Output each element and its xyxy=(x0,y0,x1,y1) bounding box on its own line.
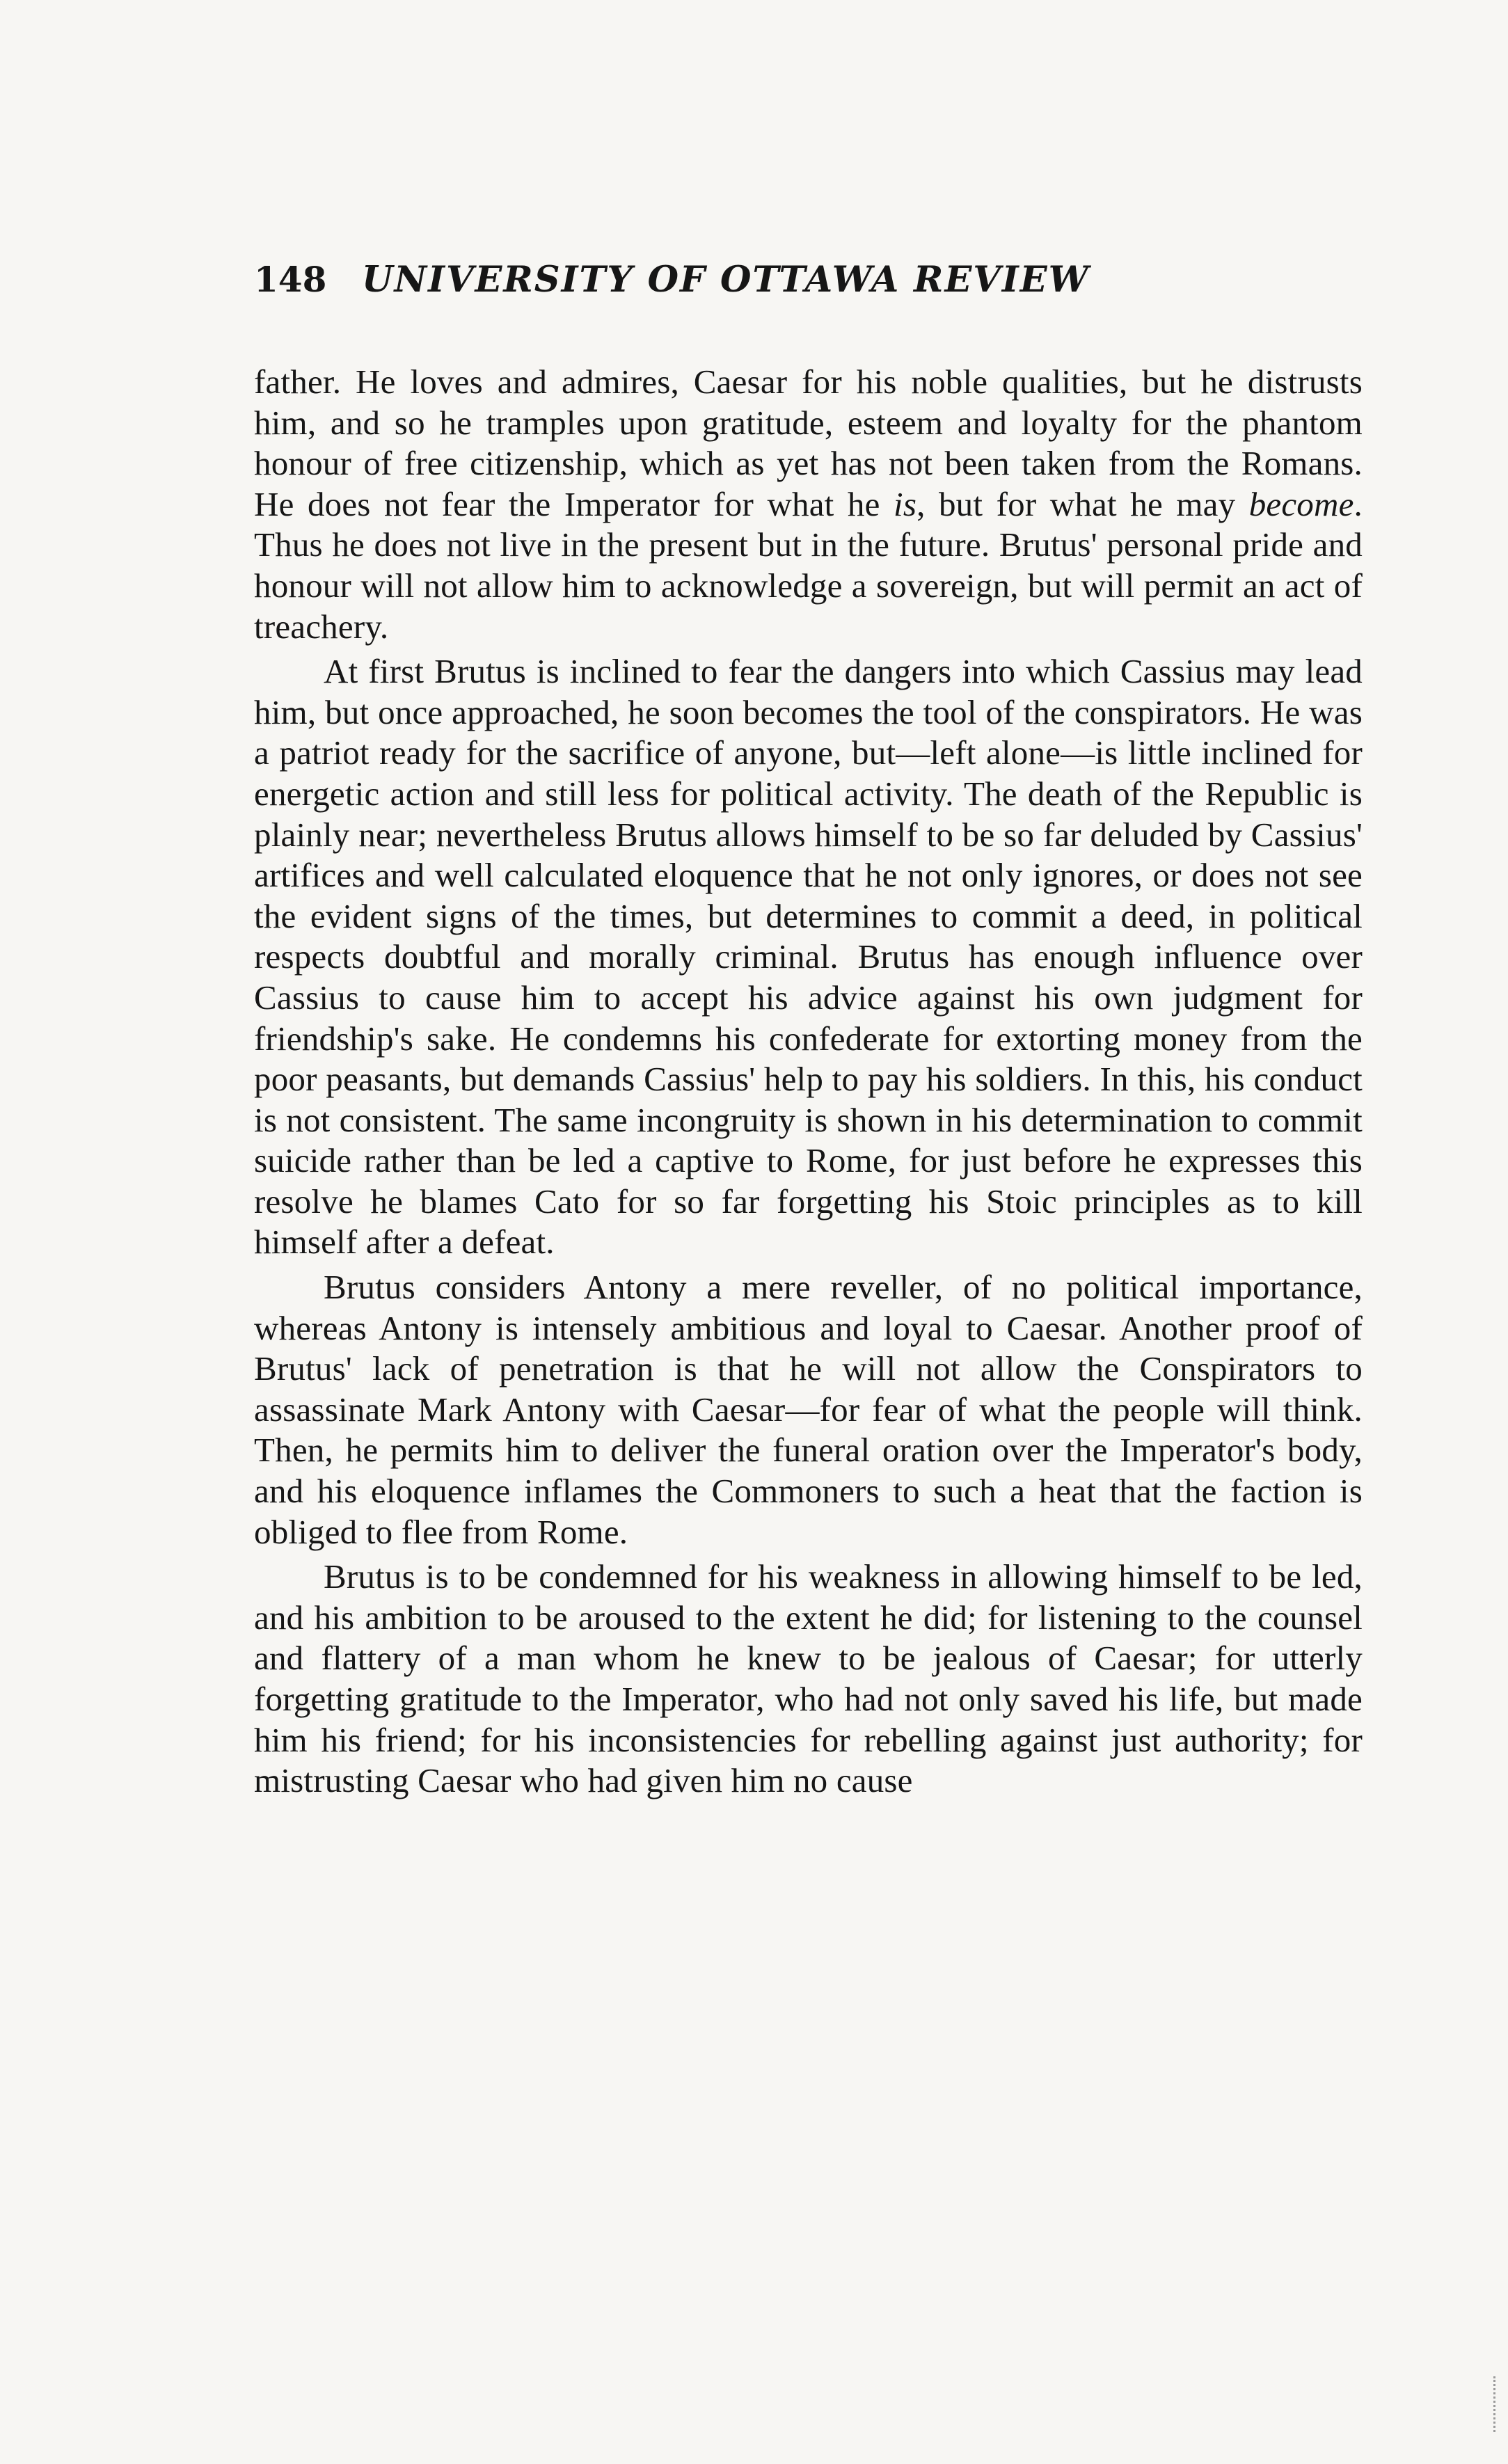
text-run: father. He loves and admires, Caesar for his noble qualities, but he distrusts him, and so he tramples upon gratitude, esteem and loyalty for the phantom honour of free citizenship, which as yet has not been taken from the Romans. He does not fear the Imperator for what he xyxy=(254,363,1363,523)
journal-title: UNIVERSITY OF OTTAWA REVIEW xyxy=(362,259,1090,301)
italic-text-run: is xyxy=(894,484,917,523)
text-run: . Thus he does not live in the present but in the future. Brutus' personal pride and honour will not allow him to acknowledge a sovereign, but will permit an act of treachery. xyxy=(254,484,1363,646)
italic-text-run: become xyxy=(1248,484,1354,523)
paragraph-4 xyxy=(254,1557,1363,1802)
running-head xyxy=(254,252,1367,308)
text-run: At first Brutus is inclined to fear the dangers into which Cassius may lead him, but once approached, he soon becomes the tool of the conspirators. He was a patriot ready for the sacrifice of anyone, but—left alone—is little inclined for energetic action and still less for political activity. The death of the Republic is plainly near; nevertheless Brutus allows himself to be so far deluded by Cassius' artifices and well calculated eloquence that he not only ignores, or does not see the evident signs of the times, but determines to commit a deed, in political respects doubtful and morally criminal. Brutus has enough influence over Cassius to cause him to accept his advice against his own judgment for friendship's sake. He condemns his confederate for extorting money from the poor peasants, but demands Cassius' help to pay his soldiers. In this, his conduct is not consistent. The same incongruity is shown in his determination to commit suicide rather than be led a captive to Rome, for just before he expresses this resolve he blames Cato for so far forgetting his Stoic principles as to kill himself after a defeat. xyxy=(254,652,1363,1262)
page-number: 148 xyxy=(254,259,327,300)
text-run: , but for what he may xyxy=(916,484,1249,523)
paragraph-3 xyxy=(254,1267,1363,1552)
paragraph-1 xyxy=(254,362,1363,647)
text-run: Brutus is to be condemned for his weakness in allowing himself to be led, and his ambition to be aroused to the extent he did; for listening to the counsel and flattery of a man whom he knew to be jealous of Caesar; for utterly forgetting gratitude to the Imperator, who had not only saved his life, but made him his friend; for his inconsistencies for rebelling against just authority; for mistrusting Caesar who had given him no cause xyxy=(254,1557,1363,1800)
scan-edge-mark xyxy=(1493,2376,1498,2432)
body-text xyxy=(254,362,1363,1802)
paragraph-2 xyxy=(254,651,1363,1263)
text-run: Brutus considers Antony a mere reveller, of no political importance, whereas Antony is intensely ambitious and loyal to Caesar. Another proof of Brutus' lack of penetration is that he will not allow the Conspirators to assassinate Mark Antony with Caesar—for fear of what the people will think. Then, he permits him to deliver the funeral oration over the Imperator's body, and his eloquence inflames the Commoners to such a heat that the faction is obliged to flee from Rome. xyxy=(254,1268,1363,1551)
